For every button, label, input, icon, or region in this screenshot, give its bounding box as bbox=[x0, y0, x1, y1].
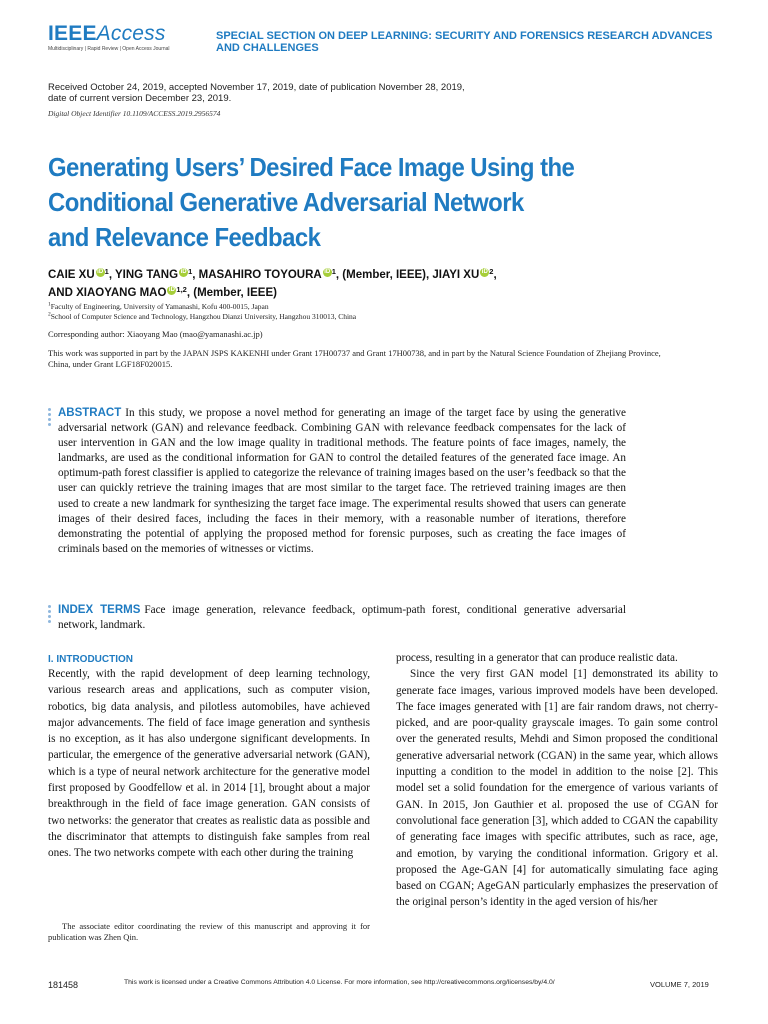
doi: Digital Object Identifier 10.1109/ACCESS.2019.2956574 bbox=[48, 109, 221, 118]
affiliation-1: $^1$Faculty of Engineering, University of Yamanashi, Kofu 400-0015, Japan bbox=[48, 301, 269, 311]
index-terms-text: Face image generation, relevance feedback, optimum-path forest, conditional generative adversarial network, landmark. bbox=[58, 604, 626, 632]
orcid-icon[interactable]: iD bbox=[180, 269, 187, 275]
publication-dates bbox=[48, 82, 608, 104]
abstract bbox=[58, 406, 626, 557]
paragraph: process, resulting in a generator that can produce realistic data. bbox=[396, 652, 678, 664]
journal-logo: IEEEAccess bbox=[48, 22, 166, 45]
abstract-label: ABSTRACT bbox=[58, 407, 122, 419]
license-notice[interactable]: This work is licensed under a Creative Commons Attribution 4.0 License. For more information, see http://creativecommons.org/licenses/by/4.0/ bbox=[124, 979, 555, 986]
affiliation-2: $^2$School of Computer Science and Technology, Hangzhou Dianzi University, Hangzhou 310013, China bbox=[48, 311, 357, 321]
author-affiliation-mark: 1,2 bbox=[176, 285, 187, 294]
body-column-left bbox=[48, 666, 370, 862]
author-affiliation-mark: 2 bbox=[489, 267, 494, 276]
dates-line-1: Received October 24, 2019, accepted November 17, 2019, date of publication November 28, 2019, bbox=[48, 82, 465, 93]
author-name: YING TANG bbox=[115, 269, 179, 281]
abstract-marker-icon bbox=[48, 408, 51, 428]
dates-line-2: date of current version December 23, 2019. bbox=[48, 93, 232, 104]
journal-tagline: Multidisciplinary | Rapid Review | Open Access Journal bbox=[48, 46, 170, 52]
author-affiliation-mark: 1 bbox=[104, 267, 109, 276]
section-heading: I. INTRODUCTION bbox=[48, 654, 133, 665]
orcid-icon[interactable]: iD bbox=[168, 287, 175, 293]
index-terms bbox=[58, 603, 626, 633]
author-affiliation-mark: 1 bbox=[331, 267, 336, 276]
author-name: JIAYI XU bbox=[432, 269, 480, 281]
title-line-3: and Relevance Feedback bbox=[48, 222, 321, 252]
body-column-right bbox=[396, 650, 718, 911]
corresponding-author: Corresponding author: Xiaoyang Mao (mao@yamanashi.ac.jp) bbox=[48, 329, 263, 339]
paragraph: Recently, with the rapid development of deep learning technology, various research areas and applications, such as computer vision, robotics, big data analysis, and pilotless automobiles, have achieved major advancements. The field of face image generation and synthesis is no exception, as it has also undergone significant developments. In particular, the emergence of the generative adversarial network (GAN), which is a type of neural network architecture for the generative model first proposed by Goodfellow et al. in 2014 [1], brought about a major breakthrough in the field of face image generation. GAN consists of two networks: the generator that creates as realistic data as possible and the discriminator that attempts to distinguish fake samples from real ones. The two networks compete with each other during the training bbox=[48, 668, 370, 860]
special-section-heading: SPECIAL SECTION ON DEEP LEARNING: SECURITY AND FORENSICS RESEARCH ADVANCES AND CHALLENGES bbox=[216, 30, 713, 54]
author-membership: , (Member, IEEE) bbox=[186, 287, 277, 299]
orcid-icon[interactable]: iD bbox=[324, 269, 331, 275]
funding-statement: This work was supported in part by the JAPAN JSPS KAKENHI under Grant 17H00737 and Grant 17H00738, and in part by the Natural Science Foundation of Zhejiang Province, China, under Grant LGF18F020015. bbox=[48, 348, 661, 369]
affiliations bbox=[48, 302, 728, 322]
author-name: AND XIAOYANG MAO bbox=[48, 287, 167, 299]
author-list: CAIE XU iD $^1$, YING TANG iD $^1$, MASAHIRO TOYOURA iD $^1$, (Member, IEEE), JIAYI XU iD $^2$, AND XIAOYANG MAO iD $^{1,2}$, (Member, IEEE) bbox=[48, 267, 497, 299]
footnote: The associate editor coordinating the review of this manuscript and approving it for publication was Zhen Qin. bbox=[48, 921, 370, 942]
paper-title bbox=[48, 150, 618, 255]
abstract-text: In this study, we propose a novel method for generating an image of the target face by using the generative adversarial network (GAN) and relevance feedback. Combining GAN with relevance feedback compensates for the lack of user intervention in GAN and the low image quality in traditional methods. The feature points of face images, namely, the landmarks, are used as the conditional information for GAN to control the detailed features of the generated face image. An optimum-path forest classifier is applied to categorize the relevance of training images based on the user’s feedback so that the user can quickly retrieve the training images that are most similar to the target face. The retrieved training images are then used to create a new landmark for synthesizing the target face image. The experimental results showed that users can generate images of their desired faces, including the faces in their memory, with a reasonable number of iterations, therefore demonstrating the potential of applying the proposed method for forensic purposes, such as creating the face images of criminals based on the memories of witnesses or victims. bbox=[58, 407, 626, 555]
paragraph: Since the very first GAN model [1] demonstrated its ability to generate face images, various improved models have been developed. The face images generated with [1] are fair random draws, not cherry-picked, and are poor-quality grayscale images. To gain some control over the generated results, Mehdi and Simon proposed the conditional generative adversarial network (CGAN) in the same year, which allows inputting a condition to the model in addition to the noise [2]. This model set a solid foundation for the emergence of various variants of GAN. In 2015, Jon Gauthier et al. proposed the use of CGAN for convolutional face generation [3], which added to CGAN the capability of generating face images with specific attributes, such as race, age, and emotion, by varying the conditional information. Grigory et al. proposed the Age-GAN [4] for automatically simulating face aging based on CGAN; AgeGAN particularly emphasizes the preservation of the original person’s identity in the aged version of his/her bbox=[396, 668, 718, 909]
index-terms-label: INDEX TERMS bbox=[58, 604, 141, 616]
title-line-2: Conditional Generative Adversarial Network bbox=[48, 187, 524, 217]
orcid-icon[interactable]: iD bbox=[481, 269, 488, 275]
author-affiliation-mark: 1 bbox=[188, 267, 193, 276]
index-terms-marker-icon bbox=[48, 605, 51, 625]
author-name: MASAHIRO TOYOURA bbox=[198, 269, 322, 281]
page-number: 181458 bbox=[48, 980, 79, 990]
volume-label: VOLUME 7, 2019 bbox=[650, 980, 709, 989]
author-name: CAIE XU bbox=[48, 269, 95, 281]
orcid-icon[interactable]: iD bbox=[97, 269, 104, 275]
author-membership: , (Member, IEEE), bbox=[335, 269, 433, 281]
title-line-1: Generating Users’ Desired Face Image Using the bbox=[48, 152, 575, 182]
